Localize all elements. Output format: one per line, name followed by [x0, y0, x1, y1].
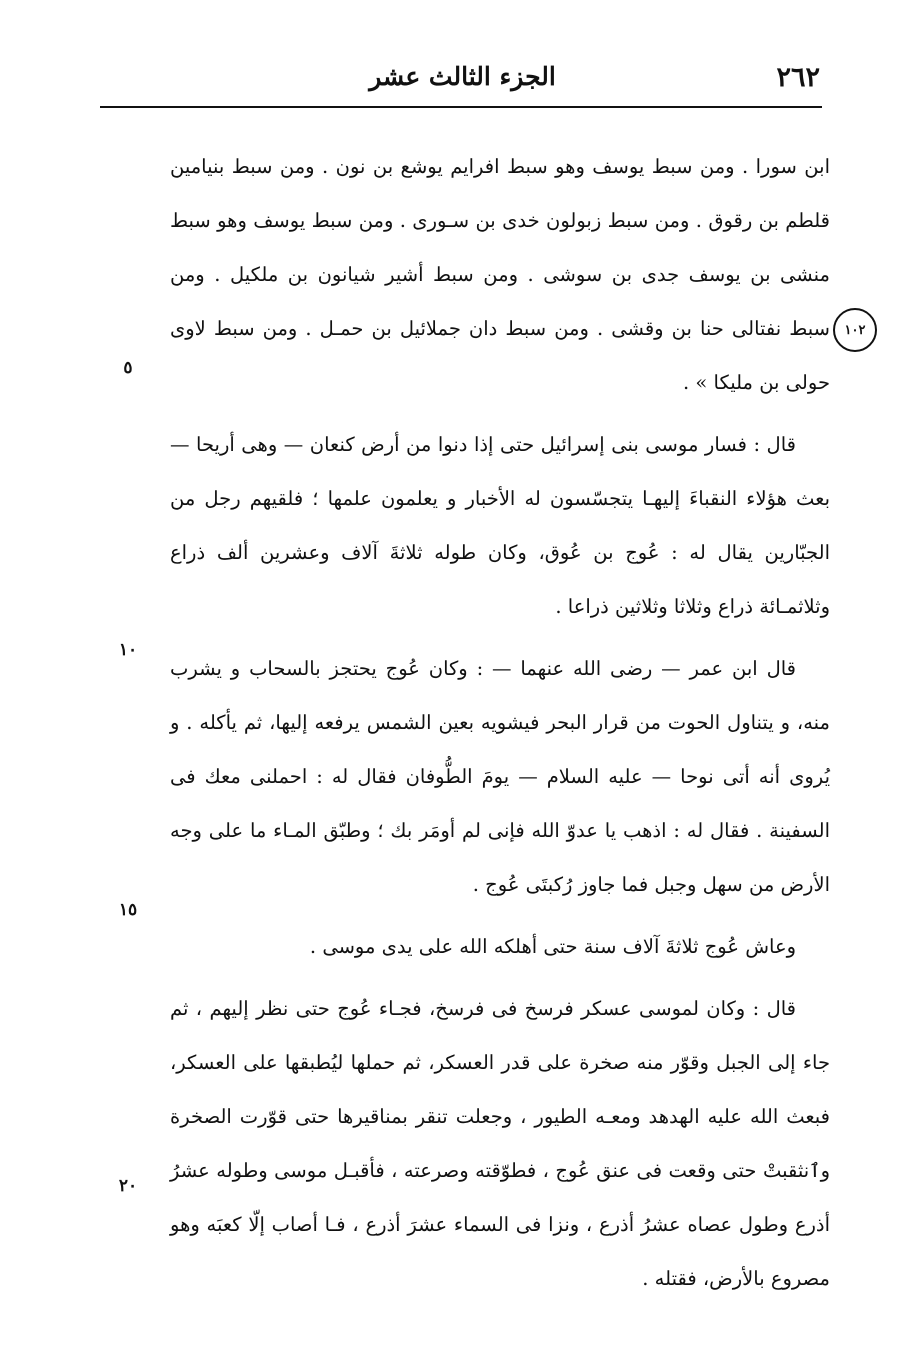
running-head: الجزء الثالث عشر: [369, 62, 556, 91]
line-number-10: ١٠: [118, 640, 138, 660]
paragraph-3: قال ابن عمر — رضى الله عنهما — : وكان عُوج يحتجز بالسحاب و يشرب منه، و يتناول الحوت من قرار البحر فيشويه بعين الشمس يرفعه إليها، ثم يأكله . و يُروى أنه أتى نوحا — عليه السلام — يومَ الطُّوفان فقال له : احملنى معك فى السفينة . فقال له : اذهب يا عدوّ الله فإنى لم أومَر بك ؛ وطبّق المـاء ما على وجه الأرض من سهل وجبل فما جاوز رُكبتَى عُوج .: [170, 657, 830, 896]
paragraph-2: قال : فسار موسى بنى إسرائيل حتى إذا دنوا من أرض كنعان — وهى أريحا — بعث هؤلاء النقباءَ إليهـا يتجسّسون له الأخبار و يعلمون علمها ؛ فلقيهم رجل من الجبّارين يقال له : عُوج بن عُوق، وكان طوله ثلاثةَ آلاف وعشرين ألف ذراع وثلاثمـائة ذراع وثلاثا وثلاثين ذراعا .: [170, 433, 830, 618]
paragraph-4: وعاش عُوج ثلاثةَ آلاف سنة حتى أهلكه الله على يدى موسى .: [309, 935, 796, 958]
marginal-page-badge: ١٠٢: [833, 308, 877, 352]
paragraph-1: ابن سورا . ومن سبط يوسف وهو سبط افرايم يوشع بن نون . ومن سبط بنيامين قلطم بن رقوق . ومن سبط زبولون خدى بن سـورى . ومن سبط يوسف وهو سبط منشى بن يوسف جدى بن سوشى . ومن سبط أشير شيانون بن ملكيل . ومن سبط نفتالى حنا بن وقشى . ومن سبط دان جملائيل بن حمـل . ومن سبط لاوى حولى بن مليكا » .: [170, 155, 830, 394]
page-number: ٢٦٢: [776, 62, 820, 93]
paragraph-5: قال : وكان لموسى عسكر فرسخ فى فرسخ، فجـاء عُوج حتى نظر إليهم ، ثم جاء إلى الجبل وقوّر منه صخرة على قدر العسكر، ثم حملها ليُطبقها على العسكر، فبعث الله عليه الهدهد ومعـه الطيور ، وجعلت تنقر بمناقيرها حتى قوّرت الصخرة وٱنثقبتْ حتى وقعت فى عنق عُوج ، فطوّقته وصرعته ، فأقبـل موسى وطوله عشرُ أذرع وطول عصاه عشرُ أذرع ، ونزا فى السماء عشرَ أذرع ، فـا أصاب إلّا كعبَه وهو مصروع بالأرض، فقتله .: [170, 997, 830, 1290]
page-header: [105, 58, 820, 104]
body-text: [170, 140, 830, 1314]
line-number-5: ٥: [123, 358, 133, 378]
line-number-20: ٢٠: [118, 1176, 138, 1196]
header-rule: [100, 106, 822, 108]
line-number-15: ١٥: [118, 900, 138, 920]
